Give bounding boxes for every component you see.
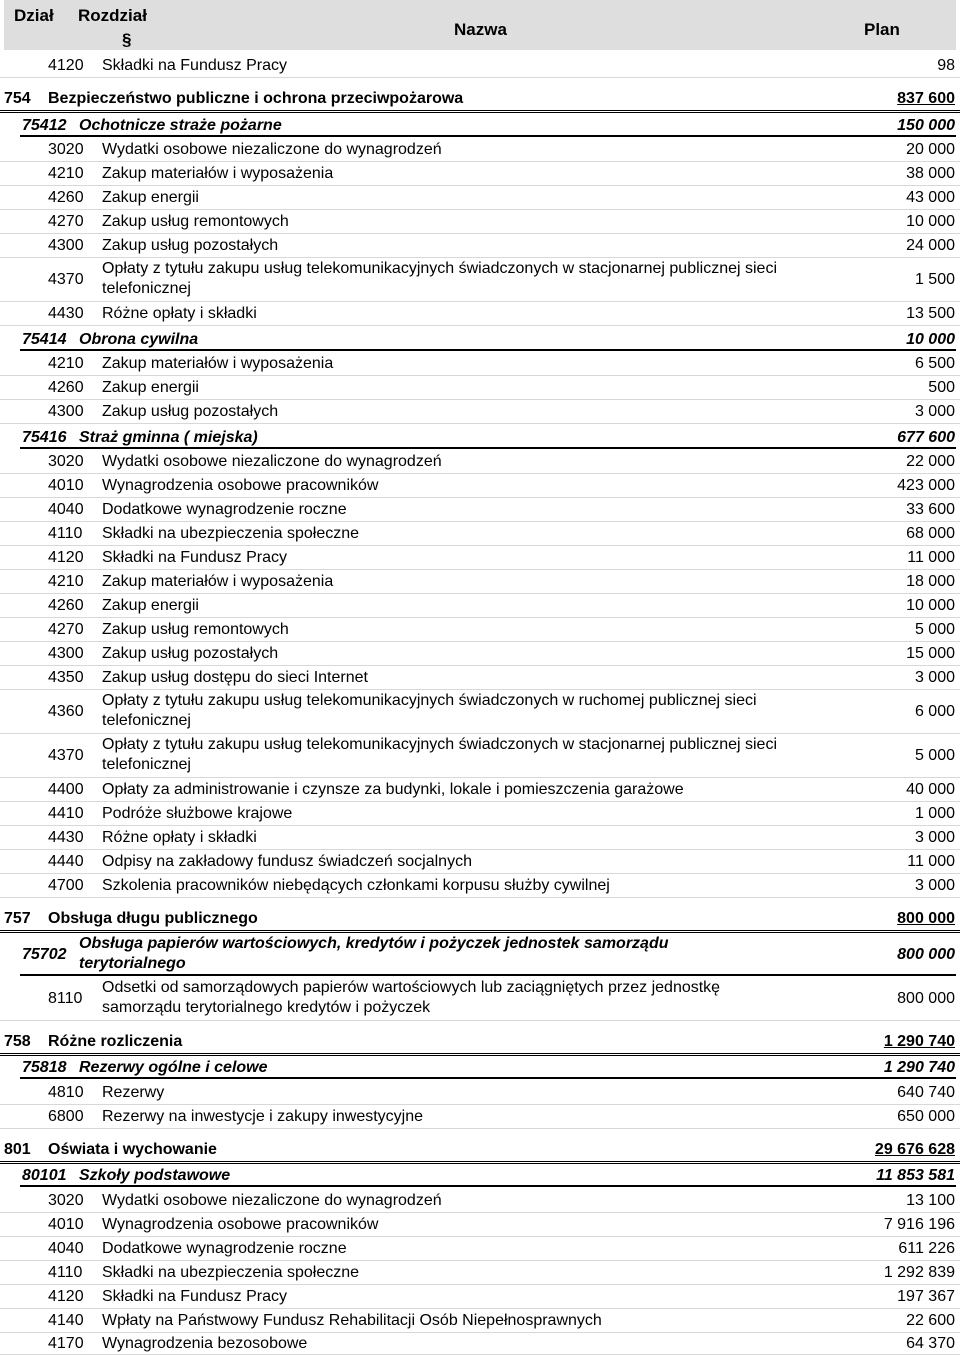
row-name: Opłaty z tytułu zakupu usług telekomunikacyjnych świadczonych w stacjonarnej publicznej sieci telefonicznej: [102, 736, 777, 773]
row-code: 3020: [48, 1192, 84, 1209]
row-name: Zakup energii: [102, 379, 199, 396]
table-row: [0, 499, 960, 522]
table-row: [0, 875, 960, 898]
table-row: [0, 595, 960, 618]
row-amount: 15 000: [906, 645, 955, 662]
row-code: 4430: [48, 305, 84, 322]
row-code: 4140: [48, 1312, 84, 1329]
row-name: Składki na Fundusz Pracy: [102, 57, 287, 74]
subsection-row: [0, 1165, 960, 1187]
table-row: [0, 1286, 960, 1309]
row-name: Ochotnicze straże pożarne: [79, 117, 282, 134]
row-amount: 10 000: [906, 597, 955, 614]
row-code: 4210: [48, 165, 84, 182]
row-code: 4440: [48, 853, 84, 870]
row-name: Zakup energii: [102, 597, 199, 614]
row-code: 4700: [48, 877, 84, 894]
row-name: Zakup materiałów i wyposażenia: [102, 165, 334, 182]
row-code: 4040: [48, 1240, 84, 1257]
table-row: [0, 163, 960, 186]
row-name: Wydatki osobowe niezaliczone do wynagrodzeń: [102, 141, 442, 158]
row-code: 4170: [48, 1335, 84, 1352]
row-name: Wynagrodzenia bezosobowe: [102, 1335, 308, 1352]
row-name: Wynagrodzenia osobowe pracowników: [102, 477, 379, 494]
table-row: [0, 211, 960, 234]
row-amount: 6 000: [914, 703, 955, 720]
row-name: Zakup usług dostępu do sieci Internet: [102, 669, 368, 686]
row-code: 4040: [48, 501, 84, 518]
row-amount: 11 000: [907, 853, 955, 870]
row-code: 4300: [48, 237, 84, 254]
row-code: 4410: [48, 805, 84, 822]
row-name: Różne opłaty i składki: [102, 305, 257, 322]
row-code: 3020: [48, 453, 84, 470]
table-row: [0, 187, 960, 210]
row-code: 4010: [48, 477, 84, 494]
table-row: [0, 1334, 960, 1355]
row-amount: 1 290 740: [883, 1059, 955, 1076]
row-amount: 11 853 581: [876, 1167, 955, 1184]
row-name: Straż gminna ( miejska): [79, 429, 258, 446]
table-row: [0, 401, 960, 424]
row-name: Obsługa papierów wartościowych, kredytów i pożyczek jednostek samorządu terytorialnego: [79, 935, 669, 972]
table-row: [0, 1310, 960, 1333]
row-code: 4010: [48, 1216, 84, 1233]
row-amount: 837 600: [897, 90, 955, 107]
section-row: [0, 1139, 960, 1164]
row-name: Zakup usług pozostałych: [102, 645, 279, 662]
row-code: 3020: [48, 141, 84, 158]
row-amount: 33 600: [906, 501, 955, 518]
row-name: Różne rozliczenia: [48, 1033, 183, 1050]
row-name: Składki na ubezpieczenia społeczne: [102, 525, 360, 542]
table-row: [0, 571, 960, 594]
row-code: 4360: [48, 703, 84, 720]
table-row: [0, 803, 960, 826]
row-amount: 13 500: [906, 305, 955, 322]
row-code: 4430: [48, 829, 84, 846]
row-amount: 68 000: [906, 525, 955, 542]
row-code: 4400: [48, 781, 84, 798]
row-amount: 40 000: [906, 781, 955, 798]
row-code: 4260: [48, 597, 84, 614]
row-amount: 6 500: [914, 355, 955, 372]
subsection-row: [0, 329, 960, 351]
table-row: [0, 259, 960, 302]
row-amount: 24 000: [906, 237, 955, 254]
row-code: 4110: [48, 1264, 83, 1281]
row-amount: 5 000: [914, 747, 955, 764]
row-code: 4120: [48, 57, 84, 74]
table-row: [0, 475, 960, 498]
row-code: 4300: [48, 403, 84, 420]
row-amount: 29 676 628: [874, 1141, 955, 1158]
row-name: Wydatki osobowe niezaliczone do wynagrodzeń: [102, 1192, 442, 1209]
header-rozdzial: Rozdział: [78, 6, 147, 25]
table-row: [0, 1238, 960, 1261]
header-paragraf: §: [122, 30, 132, 49]
row-code: 4120: [48, 1288, 84, 1305]
subsection-underline: [20, 1077, 956, 1079]
row-code: 4110: [48, 525, 83, 542]
row-amount: 13 100: [906, 1192, 955, 1209]
row-amount: 5 000: [914, 621, 955, 638]
row-amount: 650 000: [897, 1108, 955, 1125]
table-row: [0, 139, 960, 162]
row-code: 801: [4, 1141, 31, 1158]
row-amount: 3 000: [914, 669, 955, 686]
row-amount: 640 740: [897, 1084, 955, 1101]
table-row: [0, 1082, 960, 1105]
table-row: [0, 667, 960, 690]
row-name: Opłaty z tytułu zakupu usług telekomunikacyjnych świadczonych w ruchomej publicznej sieci telefonicznej: [102, 692, 757, 729]
row-name: Dodatkowe wynagrodzenie roczne: [102, 501, 347, 518]
row-name: Składki na ubezpieczenia społeczne: [102, 1264, 360, 1281]
table-row: [0, 55, 960, 78]
subsection-underline: [20, 135, 956, 137]
row-code: 4120: [48, 549, 84, 566]
table-row: [0, 827, 960, 850]
row-code: 75818: [22, 1059, 67, 1076]
row-amount: 22 000: [906, 453, 955, 470]
row-name: Rezerwy ogólne i celowe: [79, 1059, 268, 1076]
row-name: Podróże służbowe krajowe: [102, 805, 293, 822]
table-row: [0, 303, 960, 326]
row-amount: 7 916 196: [883, 1216, 955, 1233]
header-nazwa: Nazwa: [454, 20, 507, 39]
table-row: [0, 619, 960, 642]
row-name: Zakup materiałów i wyposażenia: [102, 355, 334, 372]
row-code: 4300: [48, 645, 84, 662]
row-code: 8110: [48, 990, 83, 1007]
row-amount: 150 000: [897, 117, 955, 134]
section-row: [0, 1031, 960, 1056]
row-code: 4260: [48, 379, 84, 396]
row-name: Oświata i wychowanie: [48, 1141, 217, 1158]
row-amount: 11 000: [907, 549, 955, 566]
row-code: 4810: [48, 1084, 84, 1101]
row-code: 75702: [22, 946, 67, 963]
row-code: 758: [4, 1033, 31, 1050]
header-dzial: Dział: [14, 6, 54, 25]
table-row: [0, 851, 960, 874]
row-amount: 800 000: [897, 946, 955, 963]
subsection-underline: [20, 447, 956, 449]
row-code: 4370: [48, 271, 84, 288]
table-row: [0, 377, 960, 400]
row-name: Zakup usług remontowych: [102, 213, 289, 230]
row-name: Różne opłaty i składki: [102, 829, 257, 846]
row-code: 4210: [48, 355, 84, 372]
table-row: [0, 1106, 960, 1129]
row-amount: 197 367: [897, 1288, 955, 1305]
row-code: 4210: [48, 573, 84, 590]
row-name: Dodatkowe wynagrodzenie roczne: [102, 1240, 347, 1257]
section-row: [0, 88, 960, 113]
table-row: [0, 523, 960, 546]
subsection-row: [0, 1057, 960, 1079]
subsection-row: [0, 115, 960, 137]
table-header: [4, 0, 956, 50]
table-row: [0, 353, 960, 376]
table-row: [0, 235, 960, 258]
row-code: 75416: [22, 429, 67, 446]
table-row: [0, 1262, 960, 1285]
row-amount: 3 000: [914, 403, 955, 420]
row-name: Szkoły podstawowe: [79, 1167, 231, 1184]
row-amount: 423 000: [897, 477, 955, 494]
row-name: Opłaty za administrowanie i czynsze za budynki, lokale i pomieszczenia garażowe: [102, 781, 684, 798]
row-name: Zakup materiałów i wyposażenia: [102, 573, 334, 590]
row-code: 6800: [48, 1108, 84, 1125]
row-amount: 22 600: [906, 1312, 955, 1329]
row-name: Szkolenia pracowników niebędących członkami korpusu służby cywilnej: [102, 877, 610, 894]
row-amount: 1 292 839: [883, 1264, 955, 1281]
row-name: Zakup usług remontowych: [102, 621, 289, 638]
row-amount: 38 000: [906, 165, 955, 182]
section-row: [0, 908, 960, 933]
row-name: Wydatki osobowe niezaliczone do wynagrodzeń: [102, 453, 442, 470]
row-name: Obsługa długu publicznego: [48, 910, 258, 927]
row-code: 75414: [22, 331, 67, 348]
row-name: Rezerwy na inwestycje i zakupy inwestycyjne: [102, 1108, 424, 1125]
row-name: Wynagrodzenia osobowe pracowników: [102, 1216, 379, 1233]
row-code: 4270: [48, 213, 84, 230]
subsection-underline: [20, 1185, 956, 1187]
row-amount: 500: [928, 379, 955, 396]
row-name: Odpisy na zakładowy fundusz świadczeń socjalnych: [102, 853, 472, 870]
table-row: [0, 779, 960, 802]
row-amount: 1 500: [914, 271, 955, 288]
row-name: Zakup energii: [102, 189, 199, 206]
row-name: Wpłaty na Państwowy Fundusz Rehabilitacji Osób Niepełnosprawnych: [102, 1312, 602, 1329]
subsection-row: [0, 934, 960, 976]
row-name: Zakup usług pozostałych: [102, 403, 279, 420]
table-row: [0, 451, 960, 474]
row-amount: 10 000: [906, 331, 955, 348]
row-name: Obrona cywilna: [79, 331, 199, 348]
row-name: Składki na Fundusz Pracy: [102, 549, 287, 566]
table-row: [0, 547, 960, 570]
row-amount: 64 370: [906, 1335, 955, 1352]
row-name: Zakup usług pozostałych: [102, 237, 279, 254]
subsection-underline: [20, 349, 956, 351]
row-code: 80101: [22, 1167, 67, 1184]
row-name: Odsetki od samorządowych papierów wartościowych lub zaciągniętych przez jednostkę samorządu terytorialnego kredytów i pożyczek: [102, 979, 721, 1016]
table-row: [0, 1214, 960, 1237]
table-row: [0, 691, 960, 734]
row-code: 754: [4, 90, 31, 107]
row-name: Składki na Fundusz Pracy: [102, 1288, 287, 1305]
row-name: Opłaty z tytułu zakupu usług telekomunikacyjnych świadczonych w stacjonarnej publicznej sieci telefonicznej: [102, 260, 777, 297]
row-code: 4270: [48, 621, 84, 638]
row-amount: 98: [937, 57, 955, 74]
row-amount: 611 226: [898, 1240, 955, 1257]
table-row: [0, 1190, 960, 1213]
row-code: 757: [4, 910, 31, 927]
row-code: 75412: [22, 117, 67, 134]
header-plan: Plan: [864, 20, 900, 39]
row-amount: 1 000: [914, 805, 955, 822]
row-amount: 677 600: [897, 429, 955, 446]
subsection-row: [0, 427, 960, 449]
row-amount: 1 290 740: [883, 1033, 955, 1050]
table-row: [0, 978, 960, 1021]
row-amount: 43 000: [906, 189, 955, 206]
row-amount: 800 000: [897, 910, 955, 927]
row-amount: 3 000: [914, 829, 955, 846]
row-amount: 10 000: [906, 213, 955, 230]
row-code: 4260: [48, 189, 84, 206]
row-amount: 20 000: [906, 141, 955, 158]
row-name: Rezerwy: [102, 1084, 165, 1101]
row-amount: 3 000: [914, 877, 955, 894]
table-row: [0, 735, 960, 778]
row-name: Bezpieczeństwo publiczne i ochrona przeciwpożarowa: [48, 90, 464, 107]
row-code: 4350: [48, 669, 84, 686]
row-code: 4370: [48, 747, 84, 764]
table-row: [0, 643, 960, 666]
subsection-underline: [20, 974, 956, 976]
row-amount: 800 000: [897, 990, 955, 1007]
row-amount: 18 000: [906, 573, 955, 590]
